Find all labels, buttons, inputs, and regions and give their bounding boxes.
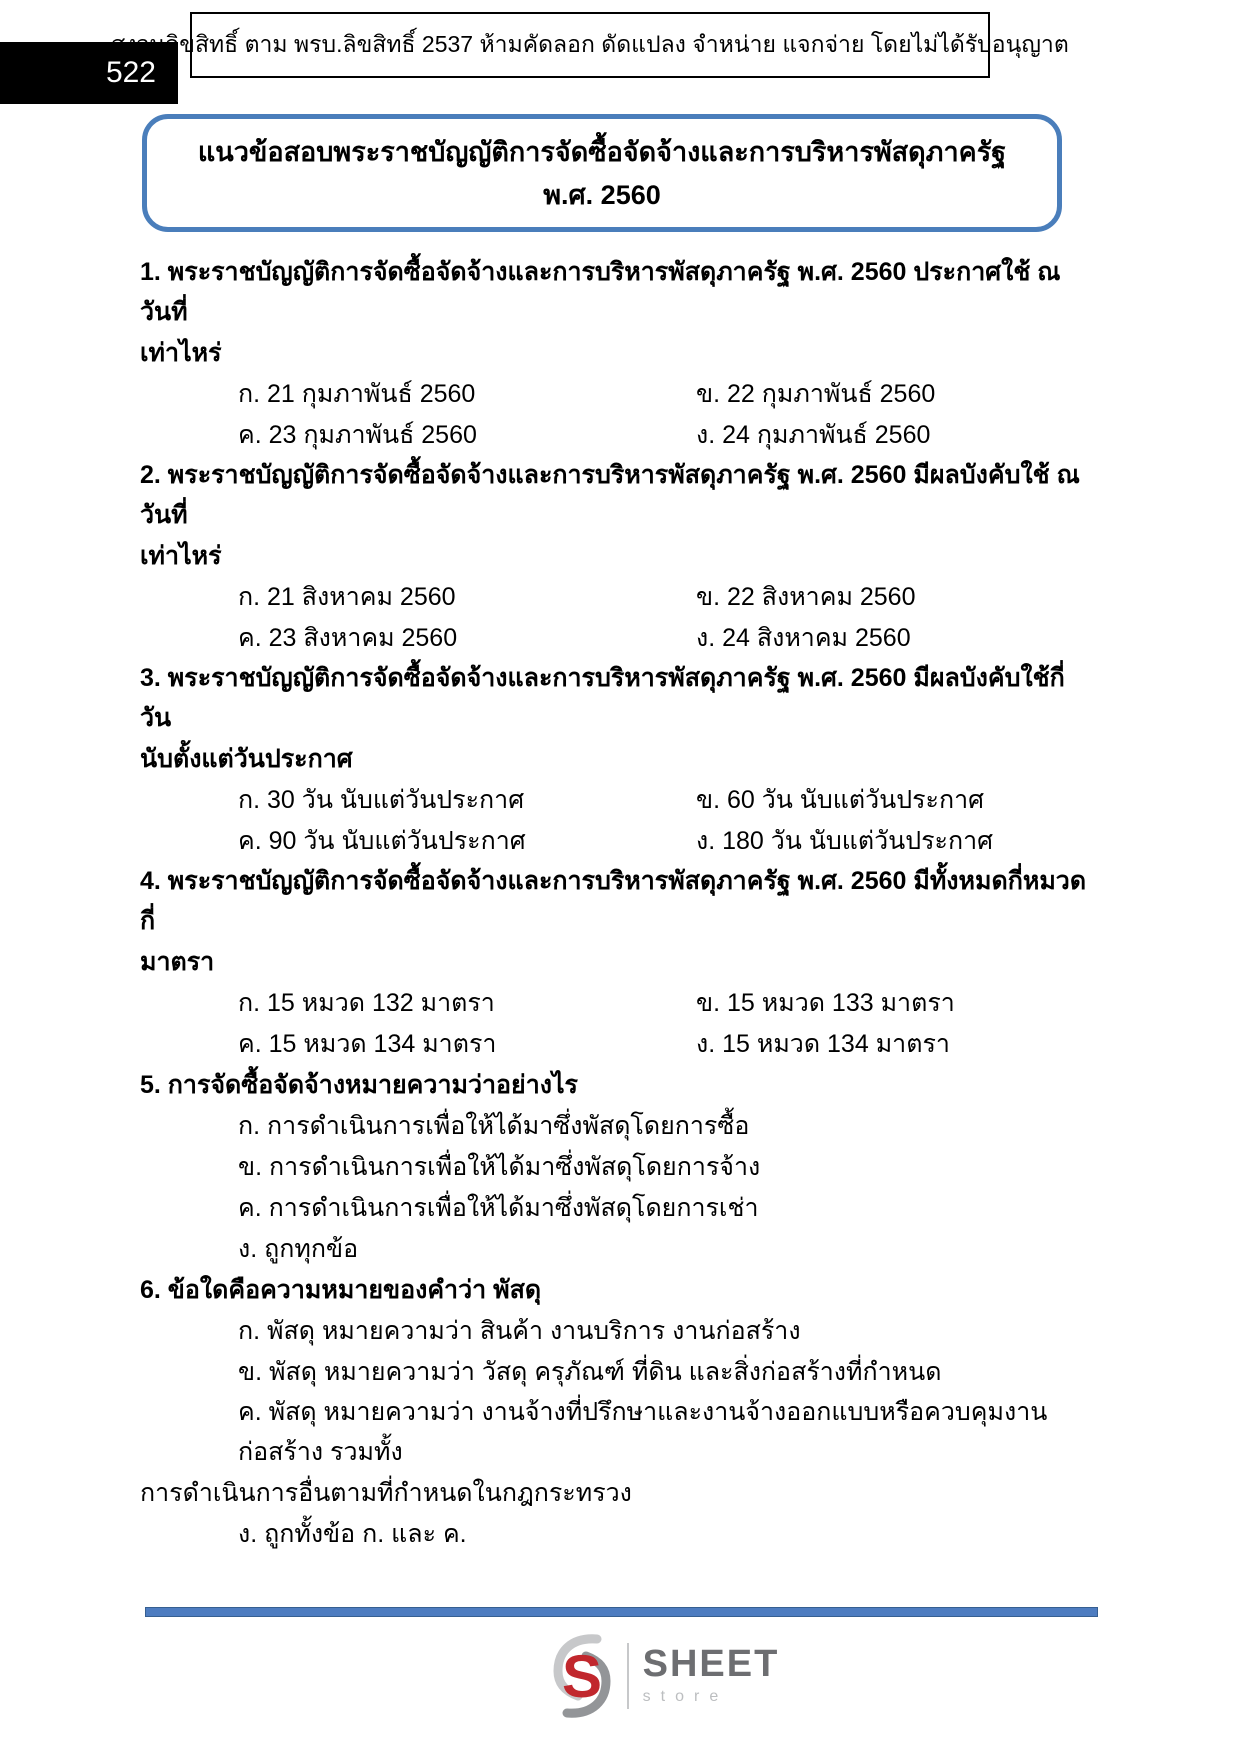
question-text-line: เท่าไหร่ [140, 541, 222, 570]
logo-divider-line [627, 1643, 629, 1709]
sheet-store-logo [45, 1633, 1240, 1719]
option: ก. 21 กุมภาพันธ์ 2560 [238, 379, 476, 408]
option: ค. พัสดุ หมายความว่า งานจ้างที่ปรึกษาและงานจ้างออกแบบหรือควบคุมงานก่อสร้าง รวมทั้ง [238, 1398, 1048, 1466]
question-text-line: 3. พระราชบัญญัติการจัดซื้อจัดจ้างและการบริหารพัสดุภาครัฐ พ.ศ. 2560 มีผลบังคับใช้กี่วัน [140, 664, 1065, 732]
page-number: 522 [105, 56, 156, 89]
option: ง. 24 กุมภาพันธ์ 2560 [696, 420, 931, 449]
option: ก. 15 หมวด 132 มาตรา [238, 988, 495, 1017]
option: ง. ถูกทั้งข้อ ก. และ ค. [238, 1519, 467, 1548]
options [140, 576, 1092, 658]
option: ข. พัสดุ หมายความว่า วัสดุ ครุภัณฑ์ ที่ดิน และสิ่งก่อสร้างที่กำหนด [238, 1357, 942, 1386]
option: ค. 23 กุมภาพันธ์ 2560 [238, 420, 477, 449]
question [140, 861, 1092, 1064]
option: ค. 90 วัน นับแต่วันประกาศ [238, 826, 526, 855]
option: ข. 22 สิงหาคม 2560 [696, 582, 916, 611]
option: ง. 15 หมวด 134 มาตรา [696, 1029, 950, 1058]
question-text-line: 5. การจัดซื้อจัดจ้างหมายความว่าอย่างไร [140, 1070, 578, 1099]
option: ค. 23 สิงหาคม 2560 [238, 623, 458, 652]
svg-text:S: S [561, 1643, 602, 1710]
option: ข. การดำเนินการเพื่อให้ได้มาซึ่งพัสดุโดยการจ้าง [238, 1152, 761, 1181]
question-text-line: เท่าไหร่ [140, 338, 222, 367]
brand-subtitle: store [642, 1688, 729, 1705]
brand-name: SHEET [642, 1643, 780, 1685]
question [140, 1064, 1092, 1269]
exam-title: แนวข้อสอบพระราชบัญญัติการจัดซื้อจัดจ้างและการบริหารพัสดุภาครัฐ พ.ศ. 2560 [197, 137, 1007, 210]
option-continuation: การดำเนินการอื่นตามที่กำหนดในกฎกระทรวง [140, 1478, 632, 1507]
question [140, 1269, 1092, 1554]
option: ก. 30 วัน นับแต่วันประกาศ [238, 785, 525, 814]
options [140, 373, 1092, 455]
questions [140, 252, 1092, 1554]
option: ค. การดำเนินการเพื่อให้ได้มาซึ่งพัสดุโดยการเช่า [238, 1193, 759, 1222]
option: ก. การดำเนินการเพื่อให้ได้มาซึ่งพัสดุโดยการซื้อ [238, 1111, 750, 1140]
question-text-line: มาตรา [140, 947, 215, 976]
options [140, 1105, 1092, 1269]
option: ก. 21 สิงหาคม 2560 [238, 582, 456, 611]
question [140, 455, 1092, 658]
copyright-text: สงวนลิขสิทธิ์ ตาม พรบ.ลิขสิทธิ์ 2537 ห้ามคัดลอก ดัดแปลง จำหน่าย แจกจ่าย โดยไม่ได้รับอนุญาต [111, 31, 1069, 57]
options [140, 1310, 1092, 1554]
question-text-line: 2. พระราชบัญญัติการจัดซื้อจัดจ้างและการบริหารพัสดุภาครัฐ พ.ศ. 2560 มีผลบังคับใช้ ณ วันที่ [140, 461, 1080, 529]
option: ง. ถูกทุกข้อ [238, 1234, 359, 1263]
question-text-line: 6. ข้อใดคือความหมายของคำว่า พัสดุ [140, 1275, 542, 1304]
option: ก. พัสดุ หมายความว่า สินค้า งานบริการ งานก่อสร้าง [238, 1316, 801, 1345]
footer-divider-bar [145, 1607, 1098, 1617]
options [140, 982, 1092, 1064]
question-text-line: 1. พระราชบัญญัติการจัดซื้อจัดจ้างและการบริหารพัสดุภาครัฐ พ.ศ. 2560 ประกาศใช้ ณ วันที่ [140, 258, 1061, 326]
option: ข. 22 กุมภาพันธ์ 2560 [696, 379, 936, 408]
option: ข. 15 หมวด 133 มาตรา [696, 988, 955, 1017]
exam-title-box [142, 114, 1062, 232]
option: ง. 24 สิงหาคม 2560 [696, 623, 911, 652]
question [140, 658, 1092, 861]
sheet-logo-s-icon [551, 1633, 613, 1719]
options [140, 779, 1092, 861]
question [140, 252, 1092, 455]
question-text-line: 4. พระราชบัญญัติการจัดซื้อจัดจ้างและการบริหารพัสดุภาครัฐ พ.ศ. 2560 มีทั้งหมดกี่หมวด กี่ [140, 867, 1087, 935]
option: ข. 60 วัน นับแต่วันประกาศ [696, 785, 985, 814]
question-text-line: นับตั้งแต่วันประกาศ [140, 744, 353, 773]
logo-text [643, 1644, 780, 1708]
option: ง. 180 วัน นับแต่วันประกาศ [696, 826, 994, 855]
option: ค. 15 หมวด 134 มาตรา [238, 1029, 497, 1058]
